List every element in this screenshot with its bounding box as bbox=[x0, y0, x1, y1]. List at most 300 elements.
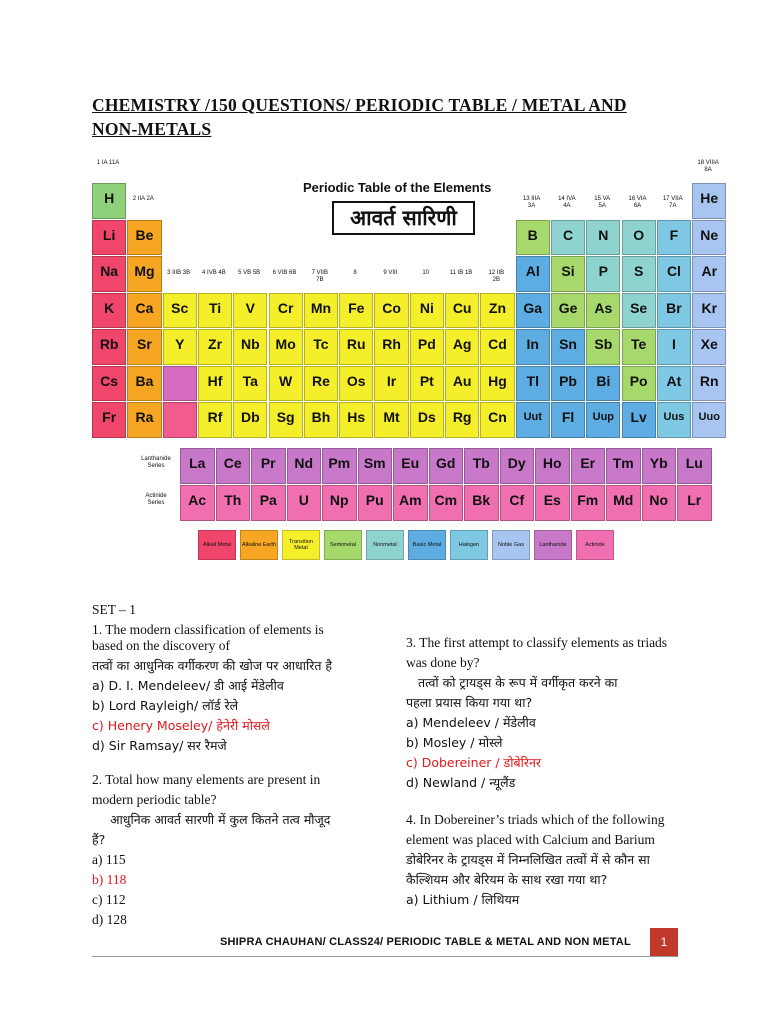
element-symbol: Mt bbox=[383, 409, 400, 425]
element-symbol: Hs bbox=[347, 409, 366, 425]
group-label: 3 IIIB 3B bbox=[167, 270, 191, 276]
element-symbol: Ne bbox=[700, 226, 719, 243]
element-symbol: Fl bbox=[561, 409, 575, 425]
element-symbol: Es bbox=[543, 492, 561, 508]
element-cell bbox=[551, 366, 585, 402]
actinide-cell bbox=[606, 485, 641, 521]
document-title bbox=[92, 93, 692, 141]
element-cell bbox=[269, 329, 303, 365]
q1-hindi: तत्वों का आधुनिक वर्गीकरण की खोज पर आधारित है bbox=[92, 658, 333, 673]
element-cell bbox=[551, 329, 585, 365]
element-symbol: Lu bbox=[685, 455, 703, 471]
actinide-cell bbox=[571, 485, 606, 521]
element-symbol: F bbox=[669, 226, 679, 243]
element-cell bbox=[410, 402, 444, 438]
group-label: 15 VA 5A bbox=[594, 196, 611, 209]
group-label: 14 IVA 4A bbox=[558, 196, 576, 209]
element-cell bbox=[692, 293, 726, 329]
element-symbol: Al bbox=[525, 263, 540, 279]
element-symbol: Uuo bbox=[698, 411, 720, 423]
element-symbol: Tm bbox=[612, 455, 634, 471]
element-cell bbox=[480, 329, 514, 365]
q2-hindi-line1: आधुनिक आवर्त सारणी में कुल कितने तत्व मौजूद bbox=[110, 812, 331, 827]
actinide-cell bbox=[358, 485, 393, 521]
element-symbol: Po bbox=[629, 372, 648, 389]
element-cell bbox=[92, 329, 126, 365]
group-label: 18 VIIIA 8A bbox=[697, 160, 719, 173]
actinide-cell bbox=[500, 485, 535, 521]
element-symbol: Uut bbox=[523, 411, 542, 423]
element-symbol: Rg bbox=[452, 409, 472, 425]
element-symbol: I bbox=[672, 336, 676, 352]
element-symbol: Nd bbox=[294, 455, 314, 471]
group-label: 6 VIB 6B bbox=[272, 270, 297, 276]
element-cell bbox=[163, 366, 197, 402]
element-symbol: Pd bbox=[417, 336, 436, 352]
actinide-cell bbox=[216, 485, 251, 521]
actinide-cell bbox=[322, 485, 357, 521]
element-symbol: Np bbox=[329, 492, 349, 508]
element-symbol: Nb bbox=[241, 336, 260, 352]
element-symbol: No bbox=[649, 492, 669, 508]
q4-option-a: a) Lithium / लिथियम bbox=[406, 892, 520, 907]
lanthanide-cell bbox=[464, 448, 499, 484]
q4-hindi-line1: डोबेरिनर के ट्रायड्स में निम्नलिखित तत्वों में से कौन सा bbox=[406, 852, 650, 867]
element-symbol: Hf bbox=[207, 372, 223, 389]
element-symbol: Th bbox=[224, 492, 242, 508]
periodic-table-hindi-title: आवर्त सारिणी bbox=[332, 201, 475, 235]
actinide-series-label: Actinide Series bbox=[145, 493, 167, 506]
element-symbol: Am bbox=[398, 492, 422, 508]
q3-option-d: d) Newland / न्यूलैंड bbox=[406, 775, 516, 790]
q3-option-c-answer: c) Dobereiner / डोबेरिनर bbox=[406, 755, 542, 770]
element-symbol: Fr bbox=[102, 409, 117, 425]
element-symbol: Uus bbox=[663, 411, 685, 423]
q4-text-line1: 4. In Dobereiner’s triads which of the following bbox=[406, 812, 665, 827]
q1-option-d: d) Sir Ramsay/ सर रैमजे bbox=[92, 738, 227, 753]
group-label: 4 IVB 4B bbox=[202, 270, 226, 276]
element-symbol: Tl bbox=[526, 372, 539, 389]
element-cell bbox=[127, 256, 161, 292]
element-cell bbox=[692, 220, 726, 256]
actinide-cell bbox=[287, 485, 322, 521]
element-symbol: Cr bbox=[277, 299, 294, 316]
element-cell bbox=[622, 293, 656, 329]
legend-swatch: Transition Metal bbox=[282, 530, 320, 560]
element-cell bbox=[374, 329, 408, 365]
element-symbol: Pb bbox=[559, 372, 577, 389]
question-2 bbox=[92, 770, 382, 930]
q1-option-b: b) Lord Rayleigh/ लॉर्ड रेले bbox=[92, 698, 239, 713]
element-symbol: Li bbox=[102, 226, 116, 243]
element-cell bbox=[622, 402, 656, 438]
element-symbol: He bbox=[700, 190, 719, 206]
element-symbol: Rf bbox=[207, 409, 223, 425]
q4-hindi-line2: कैल्शियम और बेरियम के साथ रखा गया था? bbox=[406, 872, 608, 887]
element-cell bbox=[269, 293, 303, 329]
q3-option-a: a) Mendeleev / मेंडेलीव bbox=[406, 715, 536, 730]
element-cell bbox=[92, 183, 126, 219]
legend-swatch: Nonmetal bbox=[366, 530, 404, 560]
element-cell bbox=[374, 402, 408, 438]
element-symbol: Ac bbox=[188, 492, 207, 508]
element-symbol: Cn bbox=[488, 409, 507, 425]
footer-text: SHIPRA CHAUHAN/ CLASS24/ PERIODIC TABLE & METAL AND NON METAL bbox=[220, 936, 631, 948]
element-cell bbox=[480, 293, 514, 329]
group-label: 10 bbox=[422, 270, 430, 276]
element-cell bbox=[516, 293, 550, 329]
element-cell bbox=[92, 402, 126, 438]
actinide-cell bbox=[464, 485, 499, 521]
element-symbol: Na bbox=[100, 263, 119, 279]
element-cell bbox=[516, 366, 550, 402]
element-symbol: Cs bbox=[100, 372, 119, 389]
element-cell bbox=[657, 256, 691, 292]
element-symbol: Ra bbox=[135, 409, 154, 425]
element-cell bbox=[445, 402, 479, 438]
lanthanide-cell bbox=[677, 448, 712, 484]
element-symbol: Sr bbox=[137, 336, 152, 352]
element-symbol: In bbox=[526, 336, 539, 352]
lanthanide-cell bbox=[429, 448, 464, 484]
element-cell bbox=[233, 402, 267, 438]
group-label: 11 IB 1B bbox=[449, 270, 473, 276]
element-symbol: Cu bbox=[452, 299, 472, 316]
element-symbol: Si bbox=[561, 263, 575, 279]
lanthanide-cell bbox=[393, 448, 428, 484]
element-cell bbox=[92, 220, 126, 256]
legend-swatch: Semimetal bbox=[324, 530, 362, 560]
element-cell bbox=[692, 329, 726, 365]
element-cell bbox=[692, 256, 726, 292]
element-symbol: Co bbox=[382, 299, 401, 316]
q2-text-line1: 2. Total how many elements are present in bbox=[92, 772, 321, 787]
element-cell bbox=[551, 293, 585, 329]
group-label: 12 IIB 2B bbox=[488, 270, 505, 283]
element-symbol: Zn bbox=[488, 299, 506, 316]
element-symbol: Dy bbox=[507, 455, 526, 471]
q3-text-line2: was done by? bbox=[406, 655, 480, 670]
element-cell bbox=[551, 402, 585, 438]
lanthanide-series-label: Lanthanide Series bbox=[141, 456, 171, 469]
element-cell bbox=[127, 220, 161, 256]
element-cell bbox=[304, 402, 338, 438]
element-symbol: Yb bbox=[649, 455, 668, 471]
group-label: 13 IIIA 3A bbox=[522, 196, 541, 209]
q4-text-line2: element was placed with Calcium and Barium bbox=[406, 832, 655, 847]
element-cell bbox=[586, 402, 620, 438]
lanthanide-cell bbox=[358, 448, 393, 484]
element-cell bbox=[445, 329, 479, 365]
legend-swatch: Actinide bbox=[576, 530, 614, 560]
group-label: 5 VB 5B bbox=[238, 270, 261, 276]
element-symbol: Rb bbox=[99, 336, 119, 352]
element-symbol: Sg bbox=[276, 409, 295, 425]
question-4 bbox=[406, 810, 706, 910]
element-cell bbox=[339, 402, 373, 438]
question-column-left bbox=[92, 600, 382, 756]
element-cell bbox=[516, 256, 550, 292]
element-symbol: At bbox=[666, 372, 682, 389]
actinide-cell bbox=[251, 485, 286, 521]
element-cell bbox=[586, 293, 620, 329]
lanthanide-cell bbox=[322, 448, 357, 484]
element-cell bbox=[163, 329, 197, 365]
element-cell bbox=[198, 366, 232, 402]
element-symbol: Cm bbox=[434, 492, 458, 508]
element-symbol: Au bbox=[452, 372, 472, 389]
q2-hindi-line2: हैं? bbox=[92, 832, 106, 847]
group-label: 8 bbox=[353, 270, 357, 276]
element-cell bbox=[410, 366, 444, 402]
element-cell bbox=[127, 329, 161, 365]
element-cell bbox=[657, 220, 691, 256]
element-symbol: Os bbox=[346, 372, 366, 389]
element-symbol: Y bbox=[175, 336, 185, 352]
group-label: 2 IIA 2A bbox=[132, 196, 154, 202]
element-symbol: Ca bbox=[135, 299, 154, 316]
element-symbol: Ag bbox=[452, 336, 472, 352]
element-symbol: La bbox=[189, 455, 206, 471]
q2-option-c: c) 112 bbox=[92, 892, 126, 907]
element-cell bbox=[657, 293, 691, 329]
title-line-2: NON-METALS bbox=[92, 119, 212, 139]
element-cell bbox=[516, 220, 550, 256]
q2-option-b-answer: b) 118 bbox=[92, 872, 127, 887]
element-cell bbox=[480, 402, 514, 438]
element-symbol: Ga bbox=[523, 299, 543, 316]
element-symbol: Se bbox=[630, 299, 648, 316]
element-symbol: Mg bbox=[134, 263, 155, 279]
element-cell bbox=[516, 329, 550, 365]
lanthanide-cell bbox=[500, 448, 535, 484]
element-symbol: Rn bbox=[699, 372, 719, 389]
element-symbol: Ta bbox=[242, 372, 258, 389]
element-cell bbox=[304, 293, 338, 329]
element-symbol: Pa bbox=[259, 492, 277, 508]
element-symbol: Uup bbox=[592, 411, 615, 423]
element-symbol: Ds bbox=[417, 409, 436, 425]
element-symbol: Cd bbox=[488, 336, 507, 352]
q1-text-line1: 1. The modern classification of elements is bbox=[92, 622, 324, 637]
element-symbol: V bbox=[245, 299, 255, 316]
element-cell bbox=[92, 293, 126, 329]
actinide-cell bbox=[393, 485, 428, 521]
q3-option-b: b) Mosley / मोस्ले bbox=[406, 735, 503, 750]
lanthanide-cell bbox=[642, 448, 677, 484]
group-label: 16 VIA 6A bbox=[628, 196, 647, 209]
element-symbol: Cf bbox=[509, 492, 525, 508]
element-symbol: Ti bbox=[208, 299, 222, 316]
group-label: 1 IA 11A bbox=[96, 160, 120, 166]
element-symbol: N bbox=[598, 226, 609, 243]
q1-option-a: a) D. I. Mendeleev/ डी आई मेंडेलीव bbox=[92, 678, 284, 693]
element-symbol: Bk bbox=[472, 492, 491, 508]
element-symbol: Br bbox=[666, 299, 682, 316]
element-symbol: Gd bbox=[436, 455, 456, 471]
element-cell bbox=[480, 366, 514, 402]
element-symbol: Bh bbox=[311, 409, 331, 425]
element-symbol: Xe bbox=[700, 336, 718, 352]
element-symbol: O bbox=[633, 226, 645, 243]
element-cell bbox=[163, 293, 197, 329]
element-cell bbox=[622, 366, 656, 402]
periodic-table-title: Periodic Table of the Elements bbox=[303, 180, 492, 195]
element-symbol: Pt bbox=[419, 372, 434, 389]
group-label: 9 VIII bbox=[383, 270, 398, 276]
element-symbol: Rh bbox=[382, 336, 401, 352]
element-symbol: Ba bbox=[135, 372, 154, 389]
element-symbol: Ni bbox=[419, 299, 434, 316]
element-cell bbox=[692, 402, 726, 438]
element-symbol: Md bbox=[613, 492, 634, 508]
element-cell bbox=[516, 402, 550, 438]
element-symbol: Kr bbox=[701, 299, 718, 316]
q3-text-line1: 3. The first attempt to classify elements as triads bbox=[406, 635, 668, 650]
element-symbol: P bbox=[598, 263, 608, 279]
q3-hindi-line1: तत्वों को ट्रायड्स के रूप में वर्गीकृत करने का bbox=[418, 675, 618, 690]
lanthanide-cell bbox=[606, 448, 641, 484]
q2-text-line2: modern periodic table? bbox=[92, 792, 217, 807]
footer-divider bbox=[92, 956, 678, 957]
element-cell bbox=[233, 293, 267, 329]
element-symbol: W bbox=[279, 372, 293, 389]
element-symbol: Tb bbox=[472, 455, 490, 471]
element-symbol: Db bbox=[241, 409, 260, 425]
lanthanide-cell bbox=[180, 448, 215, 484]
element-symbol: Sb bbox=[594, 336, 613, 352]
element-symbol: Bi bbox=[596, 372, 611, 389]
element-symbol: Zr bbox=[208, 336, 223, 352]
element-cell bbox=[304, 366, 338, 402]
element-symbol: Mn bbox=[310, 299, 332, 316]
legend-swatch: Alkali Metal bbox=[198, 530, 236, 560]
element-symbol: C bbox=[562, 226, 574, 243]
element-symbol: Pr bbox=[260, 455, 276, 471]
element-cell bbox=[127, 293, 161, 329]
element-cell bbox=[586, 256, 620, 292]
element-cell bbox=[339, 293, 373, 329]
lanthanide-cell bbox=[287, 448, 322, 484]
legend-swatch: Alkaline Earth bbox=[240, 530, 278, 560]
element-cell bbox=[622, 256, 656, 292]
element-cell bbox=[198, 402, 232, 438]
element-cell bbox=[198, 329, 232, 365]
actinide-cell bbox=[429, 485, 464, 521]
element-cell bbox=[622, 220, 656, 256]
element-symbol: Cl bbox=[666, 263, 681, 279]
page-number: 1 bbox=[650, 928, 678, 956]
legend-swatch: Halogen bbox=[450, 530, 488, 560]
element-symbol: Ar bbox=[701, 263, 718, 279]
element-cell bbox=[586, 220, 620, 256]
element-symbol: Ge bbox=[558, 299, 578, 316]
element-cell bbox=[445, 293, 479, 329]
element-symbol: Lv bbox=[630, 409, 647, 425]
element-cell bbox=[304, 329, 338, 365]
element-cell bbox=[622, 329, 656, 365]
element-cell bbox=[410, 329, 444, 365]
q1-text-line2: based on the discovery of bbox=[92, 638, 230, 653]
element-symbol: Mo bbox=[275, 336, 296, 352]
element-cell bbox=[269, 366, 303, 402]
q2-option-d: d) 128 bbox=[92, 912, 127, 927]
actinide-cell bbox=[677, 485, 712, 521]
group-label: 7 VIIB 7B bbox=[311, 270, 328, 283]
title-line-1: CHEMISTRY /150 QUESTIONS/ PERIODIC TABLE / METAL AND bbox=[92, 95, 627, 115]
element-symbol: Ru bbox=[346, 336, 366, 352]
actinide-cell bbox=[535, 485, 570, 521]
element-symbol: Fe bbox=[348, 299, 365, 316]
element-cell bbox=[127, 402, 161, 438]
element-symbol: Pm bbox=[328, 455, 351, 471]
element-symbol: Ce bbox=[223, 455, 242, 471]
element-symbol: U bbox=[298, 492, 309, 508]
element-cell bbox=[339, 329, 373, 365]
legend-swatch: Basic Metal bbox=[408, 530, 446, 560]
element-cell bbox=[551, 256, 585, 292]
legend-swatch: Lanthanide bbox=[534, 530, 572, 560]
element-cell bbox=[92, 256, 126, 292]
element-symbol: Be bbox=[135, 226, 154, 243]
element-symbol: Er bbox=[580, 455, 596, 471]
element-cell bbox=[410, 293, 444, 329]
element-symbol: Pu bbox=[365, 492, 384, 508]
question-3 bbox=[406, 633, 696, 793]
element-cell bbox=[657, 329, 691, 365]
element-cell bbox=[692, 183, 726, 219]
element-cell bbox=[692, 366, 726, 402]
element-cell bbox=[92, 366, 126, 402]
lanthanide-cell bbox=[216, 448, 251, 484]
lanthanide-cell bbox=[535, 448, 570, 484]
element-symbol: Ir bbox=[386, 372, 397, 389]
lanthanide-cell bbox=[571, 448, 606, 484]
element-cell bbox=[233, 329, 267, 365]
element-cell bbox=[269, 402, 303, 438]
element-symbol: Eu bbox=[401, 455, 420, 471]
element-symbol: H bbox=[104, 190, 115, 206]
element-symbol: K bbox=[104, 299, 115, 316]
element-cell bbox=[374, 293, 408, 329]
element-cell bbox=[233, 366, 267, 402]
q3-hindi-line2: पहला प्रयास किया गया था? bbox=[406, 695, 533, 710]
element-cell bbox=[586, 329, 620, 365]
q2-option-a: a) 115 bbox=[92, 852, 126, 867]
set-label: SET – 1 bbox=[92, 602, 137, 617]
group-label: 17 VIIA 7A bbox=[662, 196, 683, 209]
element-cell bbox=[551, 220, 585, 256]
element-symbol: Sm bbox=[363, 455, 386, 471]
element-cell bbox=[586, 366, 620, 402]
element-cell bbox=[445, 366, 479, 402]
element-symbol: Hg bbox=[488, 372, 507, 389]
element-cell bbox=[657, 366, 691, 402]
actinide-cell bbox=[180, 485, 215, 521]
actinide-cell bbox=[642, 485, 677, 521]
element-symbol: Fm bbox=[577, 492, 599, 508]
element-symbol: B bbox=[527, 226, 538, 243]
element-cell bbox=[163, 402, 197, 438]
legend-swatch: Noble Gas bbox=[492, 530, 530, 560]
element-cell bbox=[127, 366, 161, 402]
element-symbol: S bbox=[633, 263, 644, 279]
element-cell bbox=[339, 366, 373, 402]
lanthanide-cell bbox=[251, 448, 286, 484]
element-symbol: Tc bbox=[313, 336, 329, 352]
element-symbol: Sc bbox=[171, 299, 189, 316]
element-symbol: Lr bbox=[687, 492, 702, 508]
